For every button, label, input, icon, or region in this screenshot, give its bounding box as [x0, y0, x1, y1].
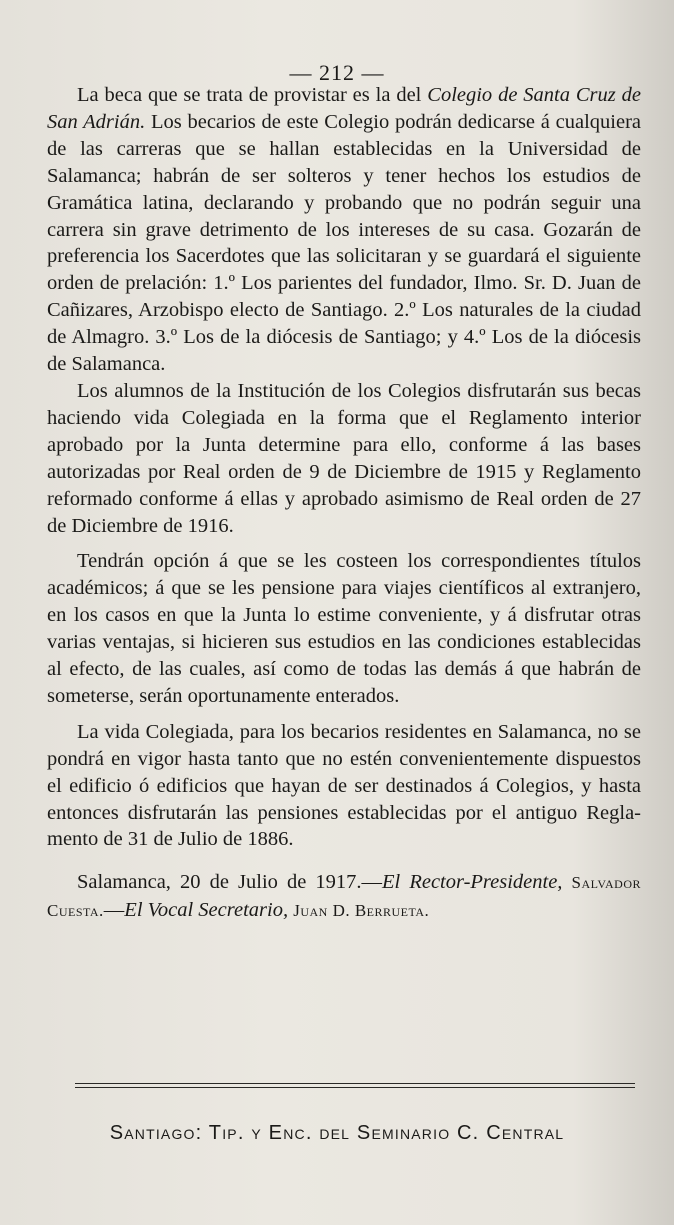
paragraph-3: Tendrán opción á que se les costeen los correspondientes títulos académicos; á que se les pensione para viajes científicos al extranjero, en los casos en que la Junta lo estime conveniente, y á disfrutar otras varias ventajas, si hicieren sus estudios en las condiciones establecidas al efecto, de las cuales, así como de todas las demás á que habrán de someterse, serán oportunamente enterados. — [47, 550, 641, 707]
paragraph-2: Los alumnos de la Institución de los Colegios disfrutarán sus becas haciendo vida Colegiada en la forma que el Reglamento interior aprobado por la Junta determine para ello, conforme á las bases autorizadas por Real orden de 9 de Diciembre de 1915 y Reglamento reformado conforme á ellas y aprobado asimismo de Real orden de 27 de Diciembre de 1916. — [47, 379, 641, 537]
signature-place-date: Salamanca, 20 de Julio de 1917.— — [77, 871, 383, 894]
body-text — [47, 82, 641, 925]
printer-imprint: Santiago: Tip. y Enc. del Seminario C. Central — [109, 1122, 565, 1144]
signature-name-1: Salvador Cuesta. — [47, 873, 642, 921]
paragraph-4: La vida Colegiada, para los becarios residentes en Salamanca, no se pondrá en vigor hasta tanto que no estén convenientemente dispuestos el edificio ó edificios que hayan de ser destinados á Colegios, y hasta entonces disfrutarán las pensiones establecidas por el antiguo Reglamento de 31 de Julio de 1886. — [47, 720, 641, 851]
paragraph-1-lead: La beca que se trata de provistar es la del — [77, 84, 428, 106]
signature-role-1: El Rector-Presidente, — [382, 871, 563, 894]
page-number: — 212 — — [289, 60, 385, 85]
paragraph-1 — [47, 82, 641, 378]
paragraph-1-rest: Los becarios de este Colegio podrán dedicarse á cualquiera de las carreras que se hallan establecidas en la Universidad de Salamanca; habrán de ser solteros y tener hechos los estudios de Gramática latina, declarando y probando que no podrán seguir una carrera sin grave detrimento de los intereses de su casa. Gozarán de preferencia los Sacerdotes que las solicitaran y se guardará el siguiente orden de prelación: 1.º Los parientes del fundador, Ilmo. Sr. D. Juan de Cañizares, Arzobispo electo de Santiago. 2.º Los naturales de la ciudad de Almagro. 3.º Los de la diócesis de Santiago; y 4.º Los de la diócesis de Salamanca. — [47, 110, 642, 376]
signature-role-2: El Vocal Secretario, — [124, 899, 289, 922]
footer-rule-bottom — [75, 1087, 635, 1088]
footer-rule-top — [75, 1083, 635, 1084]
signature-block — [47, 869, 641, 925]
college-name: Colegio de Santa Cruz de San Adrián. — [47, 84, 641, 133]
signature-name-2: Juan D. Berrueta. — [293, 901, 430, 921]
signature-dash: — — [103, 899, 125, 922]
